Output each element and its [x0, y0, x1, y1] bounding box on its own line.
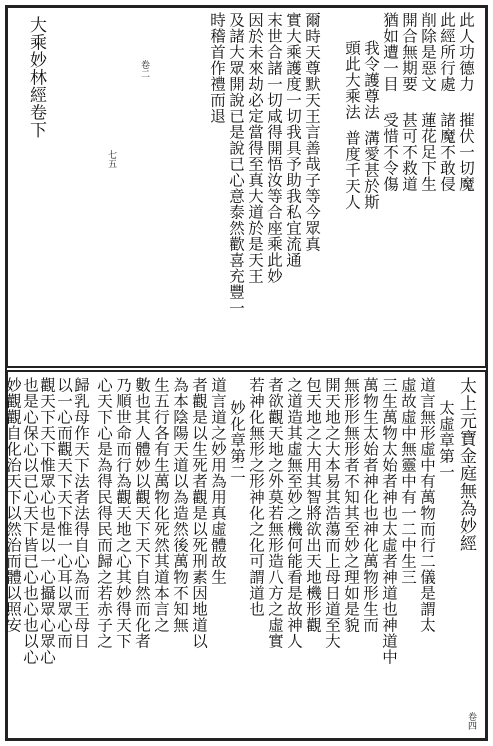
verse-col: 頭此大乘法 [343, 40, 361, 120]
body-col: 之道造其虛無至妙之機何能看是故神人 [285, 377, 303, 649]
body-col: 觀天下天下惟眾心也是以一心攝眾心眾心 [38, 377, 56, 665]
verse-col-lower: 受惜不令傷 [381, 112, 399, 192]
verse-col-lower: 蓮花足下生 [419, 112, 437, 192]
body-col: 生五行各有生萬物化死然其道本言之 [152, 377, 170, 633]
body-col: 無形形無形者不知其至妙之理如是貌 [342, 377, 360, 633]
verse-col: 此經所行處 [438, 12, 456, 92]
prose-col: 爾時天尊默天王言善哉子等今眾真 [303, 12, 321, 252]
chapter-heading: 妙化章第二 [228, 400, 246, 480]
verse-col: 開合無期要 [400, 12, 418, 92]
body-col: 以一心而觀天下天下惟一心耳以眾心而 [55, 377, 73, 649]
body-col: 虛故虛中無靈中有一二中生三 [399, 377, 417, 585]
body-col: 萬物生太始者神化也神化萬物形生而 [361, 377, 379, 633]
prose-col: 末世合諸一切咸得開悟汝等合座乘此妙 [265, 12, 283, 284]
chapter-heading: 太虛章第一 [437, 400, 455, 480]
page-number: 卷四 [466, 712, 476, 730]
body-col: 也是心保心以已心天下皆已心也心也以心 [21, 377, 39, 665]
page-mark: 七五 [106, 150, 116, 168]
body-col: 包天地之大用其智將欲出天地機形觀 [304, 377, 322, 633]
verse-col-lower: 諸魔不敢侵 [438, 112, 456, 192]
prose-col: 時稽首作禮而退 [208, 12, 226, 124]
scripture-title: 太上元寶金庭無為妙經 [456, 377, 476, 552]
body-col: 為本陰陽天道以為造然後萬物不知無 [171, 377, 189, 633]
verse-col-lower: 普度千天人 [343, 130, 361, 210]
verse-col: 我令護尊法 [362, 40, 380, 120]
body-col: 乃順世命而行為觀天地之心其妙得天下 [114, 377, 132, 649]
body-col: 若神化無形之形神化之化可謂道也 [247, 377, 265, 617]
prose-col: 實大乘護度一切我具予助我私宜流通 [284, 12, 302, 268]
verse-col-lower: 摧伏一切魔 [457, 112, 475, 192]
prose-col: 因於未來劫必定當得至真大道於是天王 [246, 12, 264, 284]
body-col: 歸乳母作天下法者法得自心為而王母日 [72, 377, 90, 649]
verse-col: 猶如遭一目 [381, 12, 399, 92]
end-title: 大乘妙林經卷下 [26, 16, 46, 139]
body-col: 數也其人體妙以觀天下天下自然而化者 [133, 377, 151, 649]
body-col: 道言無形虛中有萬物而行二儀是謂太 [418, 377, 436, 633]
verse-col-lower: 甚可不救道 [400, 112, 418, 192]
body-col: 者觀是以生死者觀是以死刑素因地道以 [190, 377, 208, 649]
prose-col: 及諸大眾開說已是說已心意泰然歡喜充豐一 [227, 12, 245, 316]
verse-col: 削除是惡文 [419, 12, 437, 92]
verse-col: 此人功德力 [457, 12, 475, 92]
body-col: 妙觀觀自化治天下以然治而體以照安 [4, 377, 22, 633]
body-col: 者欲觀天地之外莫若無形造八方之虛實 [266, 377, 284, 649]
body-col: 道言道之妙用為用真虛體故生 [209, 377, 227, 585]
body-col: 開天地之大本易其浩蕩而上母日道至大 [323, 377, 341, 649]
body-col: 心天下心是為得民得民而歸之若赤子之 [95, 377, 113, 649]
body-col: 三生萬物太始者神也太虛者神道也神道中 [380, 377, 398, 665]
verse-col-lower: 溝愛甚於斯 [362, 130, 380, 210]
page-mark: 卷二 [139, 60, 149, 78]
